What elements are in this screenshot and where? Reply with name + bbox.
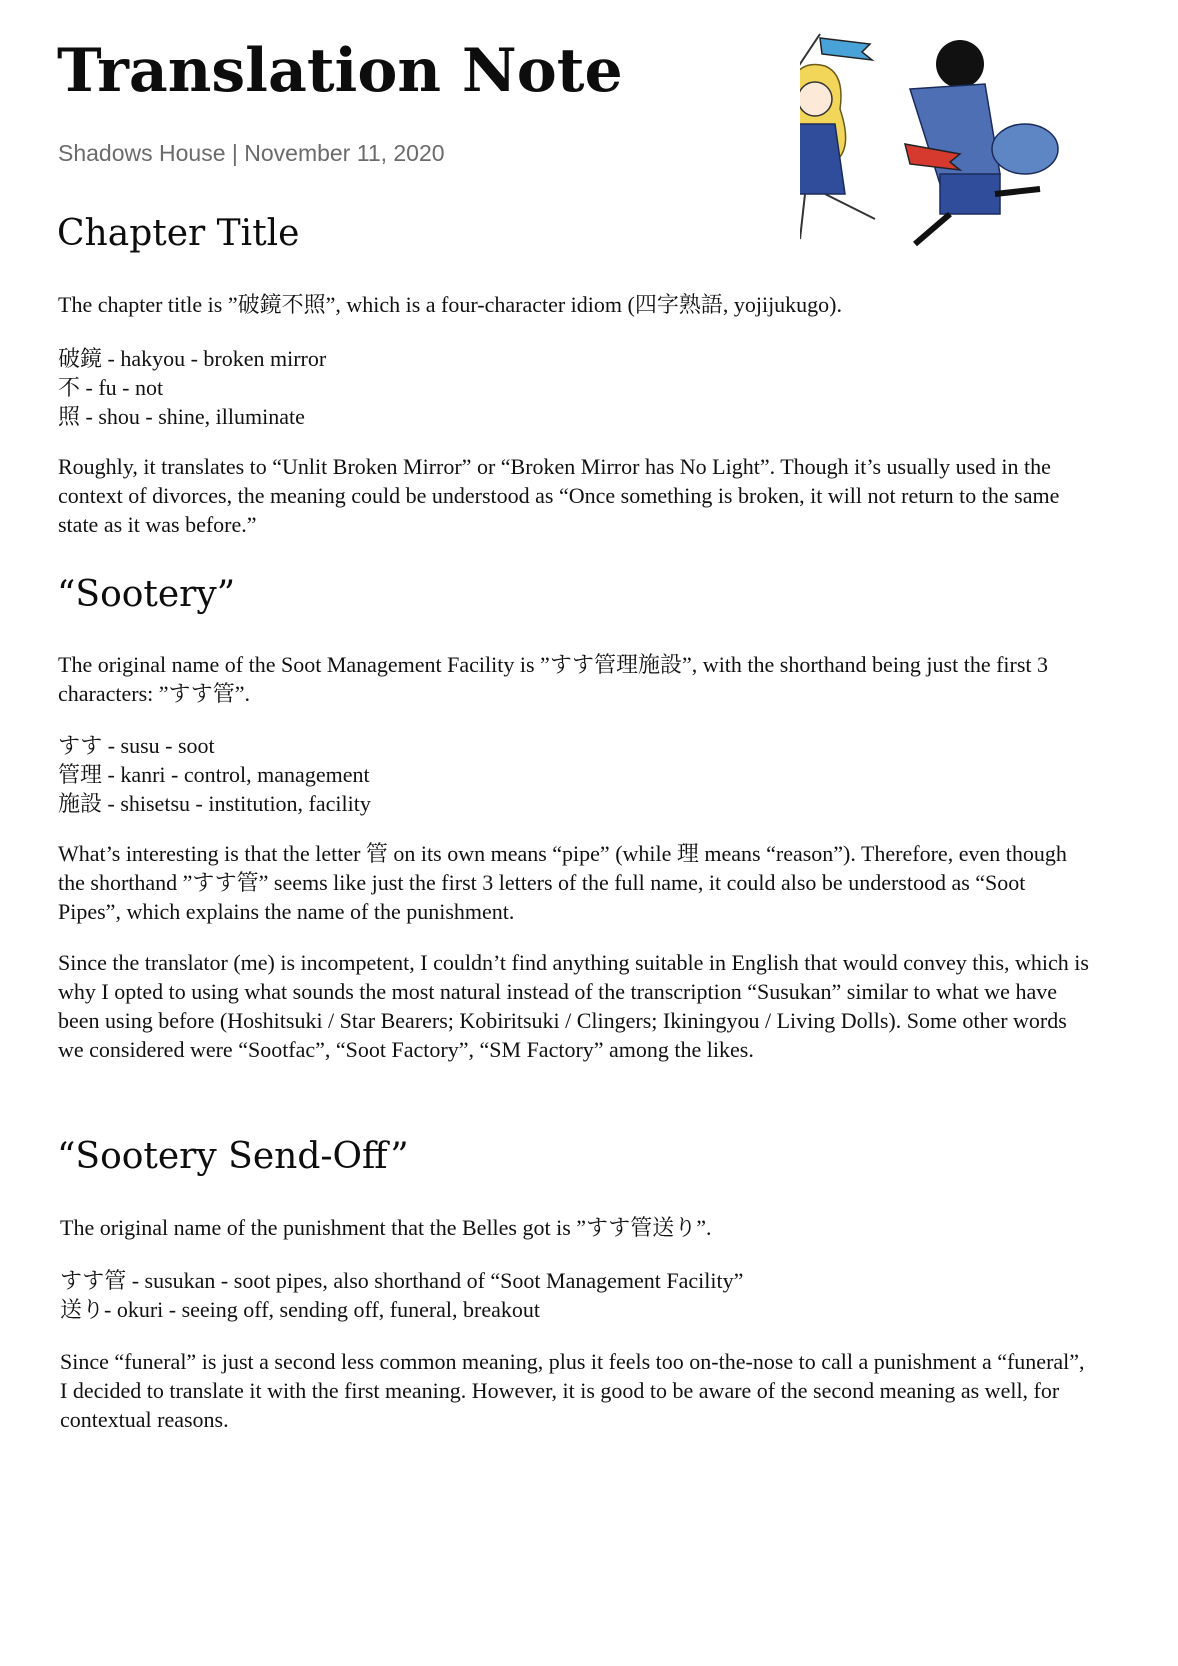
- glossary-item: 施設 - shisetsu - institution, facility: [58, 791, 371, 816]
- sootery-intro: The original name of the Soot Management Facility is ”すす管理施設”, with the shorthand being just the first 3 characters: ”すす管”.: [58, 652, 1049, 706]
- section-heading-sootery: “Sootery”: [57, 574, 236, 615]
- chapter-title-glossary: [58, 344, 1093, 431]
- chapter-title-explanation: Roughly, it translates to “Unlit Broken Mirror” or “Broken Mirror has No Light”. Though it’s usually used in the context of divorces, the meaning could be understood as “Once something is broken, it will not return to the same state as it was before.”: [58, 454, 1060, 537]
- coat-tail: [992, 124, 1058, 174]
- page-subtitle: Shadows House | November 11, 2020: [58, 140, 445, 166]
- leg: [800, 194, 805, 239]
- blue-carp-streamer: [820, 38, 872, 60]
- sootery-note: Since the translator (me) is incompetent, I couldn’t find anything suitable in English that would convey this, which is why I opted to using what sounds the most natural instead of the transcription “Susukan” similar to what we have been using before (Hoshitsuki / Star Bearers; Kobiritsuki / Clingers; Ikiningyou / Living Dolls). Some other words we considered were “Sootfac”, “Soot Factory”, “SM Factory” among the likes.: [58, 950, 1089, 1062]
- leg: [915, 214, 950, 244]
- glossary-item: すす - susu - soot: [58, 733, 215, 758]
- send-off-intro: The original name of the punishment that the Belles got is ”すす管送り”.: [60, 1215, 712, 1240]
- glossary-item: すす管 - susukan - soot pipes, also shorthand of “Soot Management Facility”: [60, 1268, 744, 1293]
- page-title: Translation Note: [57, 36, 623, 106]
- glossary-item: 管理 - kanri - control, management: [58, 762, 370, 787]
- glossary-item: 送り- okuri - seeing off, sending off, funeral, breakout: [60, 1297, 541, 1322]
- blue-trousers: [940, 174, 1000, 214]
- sootery-glossary: [58, 731, 1093, 818]
- leg: [825, 194, 875, 219]
- send-off-explanation: Since “funeral” is just a second less common meaning, plus it feels too on-the-nose to call a punishment a “funeral”, I decided to translate it with the first meaning. However, it is good to be aware of the second meaning as well, for contextual reasons.: [60, 1349, 1085, 1432]
- children-carp-streamer-illustration: [800, 14, 1080, 264]
- section-heading-chapter-title: Chapter Title: [57, 213, 300, 254]
- glossary-item: 照 - shou - shine, illuminate: [58, 404, 305, 429]
- leg: [995, 189, 1040, 194]
- dark-haired-head: [936, 40, 984, 88]
- glossary-item: 不 - fu - not: [58, 375, 164, 400]
- child-face: [800, 82, 832, 116]
- section-heading-sootery-send-off: “Sootery Send-Off”: [57, 1136, 409, 1177]
- chapter-title-intro: The chapter title is ”破鏡不照”, which is a four-character idiom (四字熟語, yojijukugo).: [58, 292, 843, 317]
- send-off-glossary: [60, 1266, 1095, 1324]
- glossary-item: 破鏡 - hakyou - broken mirror: [58, 346, 327, 371]
- sootery-explanation: What’s interesting is that the letter 管 on its own means “pipe” (while 理 means “reason”). Therefore, even though the shorthand ”すす管” seems like just the first 3 letters of the full name, it could also be understood as “Soot Pipes”, which explains the name of the punishment.: [58, 841, 1067, 924]
